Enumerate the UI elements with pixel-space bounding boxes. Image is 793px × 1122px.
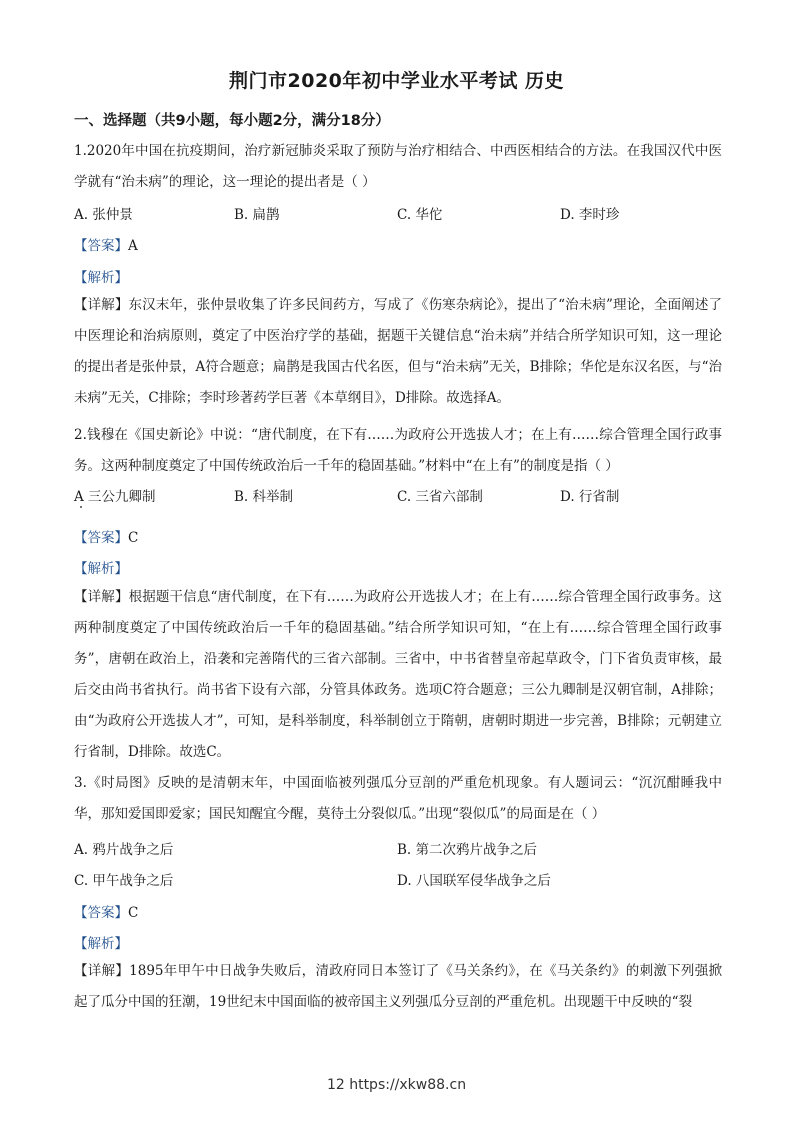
question-2-stem: 2.钱穆在《国史新论》中说：“唐代制度，在下有……为政府公开选拔人才；在上有……综合管理全国行政事务。这两种制度奠定了中国传统政治后一千年的稳固基础。”材料中“在上有”的制度是指（ ） <box>74 427 722 474</box>
question-1-option-c: C. 华佗 <box>397 207 443 223</box>
detail-label: 【详解】 <box>74 963 130 979</box>
question-2-option-a: A 三公九卿制 <box>74 489 156 505</box>
question-2-answer <box>74 526 138 546</box>
question-1-analysis <box>74 266 128 286</box>
answer-value: C <box>128 905 139 921</box>
exam-title: 荆门市2020年初中学业水平考试 历史 <box>229 70 564 92</box>
analysis-label: 【解析】 <box>74 936 128 952</box>
detail-text: 东汉末年，张仲景收集了许多民间药方，写成了《伤寒杂病论》，提出了“治未病”理论，全面阐述了中医理论和治病原则，奠定了中医治疗学的基础，据题干关键信息“治未病”并结合所学知识可知，这一理论的提出者是张仲景，A符合题意；扁鹊是我国古代名医，但与“治未病”无关，B排除；华佗是东汉名医，与“治未病”无关，C排除；李时珍著药学巨著《本草纲目》，D排除。故选择A。 <box>74 297 722 406</box>
detail-label: 【详解】 <box>74 297 129 313</box>
section-heading: 一、选择题（共9小题，每小题2分，满分18分） <box>74 113 390 129</box>
question-1-detail <box>74 290 722 414</box>
question-3-option-b: B. 第二次鸦片战争之后 <box>397 842 538 858</box>
analysis-label: 【解析】 <box>74 561 128 577</box>
question-3-option-d: D. 八国联军侵华战争之后 <box>397 873 551 889</box>
question-1-option-b: B. 扁鹊 <box>234 207 280 223</box>
page-footer: 12 https://xkw88.cn <box>326 1077 467 1093</box>
question-2-option-b: B. 科举制 <box>234 489 294 505</box>
answer-label: 【答案】 <box>74 530 128 546</box>
answer-label: 【答案】 <box>74 238 128 254</box>
question-3-answer <box>74 901 138 921</box>
question-2-detail <box>74 582 722 768</box>
answer-value: A <box>128 238 138 254</box>
question-3-detail <box>74 956 722 1018</box>
answer-value: C <box>128 530 139 546</box>
question-1-option-d: D. 李时珍 <box>560 207 620 223</box>
answer-label: 【答案】 <box>74 905 128 921</box>
detail-text: 1895年甲午中日战争失败后，清政府同日本签订了《马关条约》，在《马关条约》的刺激下列强掀起了瓜分中国的狂潮，19世纪末中国面临的被帝国主义列强瓜分豆剖的严重危机。出现题干中反映的“裂 <box>74 963 723 1010</box>
question-2-option-c: C. 三省六部制 <box>397 489 483 505</box>
detail-text: 根据题干信息“唐代制度，在下有……为政府公开选拔人才；在上有……综合管理全国行政事务。这两种制度奠定了中国传统政治后一千年的稳固基础。”结合所学知识可知，“在上有……综合管理全国行政事务”，唐朝在政治上，沿袭和完善隋代的三省六部制。三省中，中书省替皇帝起草政令，门下省负责审核，最后交由尚书省执行。尚书省下设有六部，分管具体政务。选项C符合题意；三公九卿制是汉朝官制，A排除；由“为政府公开选拔人才”，可知，是科举制度，科举制创立于隋朝，唐朝时期进一步完善，B排除；元朝建立行省制，D排除。故选C。 <box>74 589 723 760</box>
question-3-option-c: C. 甲午战争之后 <box>74 873 174 889</box>
stray-mark <box>80 506 82 508</box>
analysis-label: 【解析】 <box>74 270 128 286</box>
question-3-stem: 3.《时局图》反映的是清朝末年，中国面临被列强瓜分豆剖的严重危机现象。有人题词云：“沉沉酣睡我中华，那知爱国即爱家；国民知醒宜今醒，莫待土分裂似瓜。”出现“裂似瓜”的局面是在（ ） <box>74 775 722 822</box>
question-1-answer <box>74 234 138 254</box>
question-2-analysis <box>74 557 128 577</box>
question-2-option-d: D. 行省制 <box>560 489 620 505</box>
question-3-option-a: A. 鸦片战争之后 <box>74 842 174 858</box>
detail-label: 【详解】 <box>74 589 129 605</box>
question-1-stem: 1.2020年中国在抗疫期间，治疗新冠肺炎采取了预防与治疗相结合、中西医相结合的方法。在我国汉代中医学就有“治未病”的理论，这一理论的提出者是（ ） <box>74 143 722 190</box>
question-3-analysis <box>74 932 128 952</box>
question-1-option-a: A. 张仲景 <box>74 207 133 223</box>
